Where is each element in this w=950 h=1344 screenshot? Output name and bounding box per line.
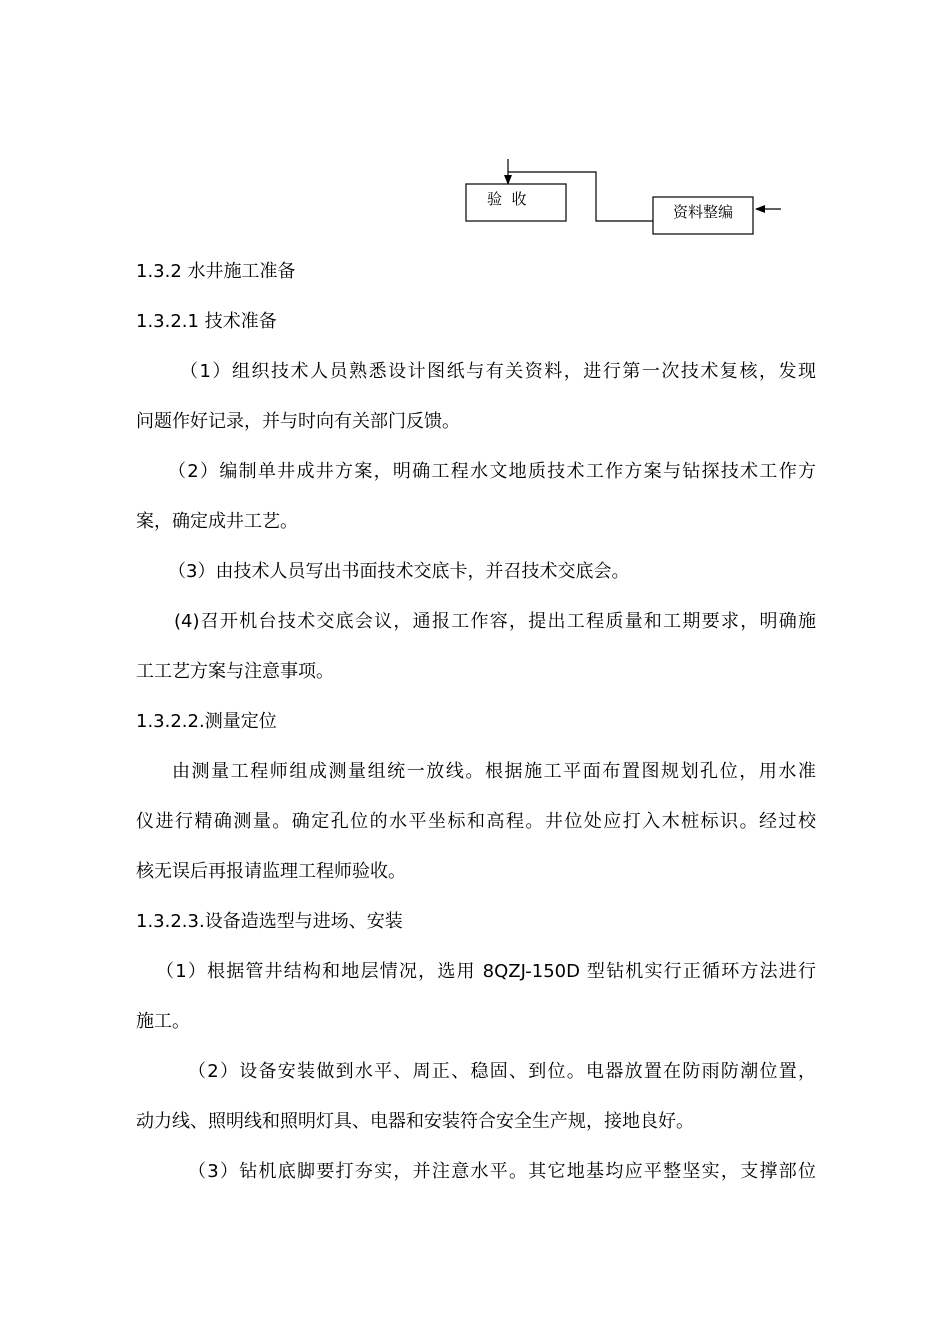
para-8-line-1: （3）钻机底脚要打夯实，并注意水平。其它地基均应平整坚实，支撑部位 xyxy=(188,1161,816,1182)
heading-1-3-2-3: 1.3.2.3.设备造选型与进场、安装 xyxy=(136,911,403,932)
heading-1-3-2-2: 1.3.2.2.测量定位 xyxy=(136,711,277,732)
accept-box-label: 验 收 xyxy=(487,190,527,208)
para-4-line-2: 工工艺方案与注意事项。 xyxy=(136,661,334,682)
heading-1-3-2: 1.3.2 水井施工准备 xyxy=(136,261,296,282)
para-6-line-1: （1）根据管井结构和地层情况，选用 8QZJ-150D 型钻机实行正循环方法进行 xyxy=(156,961,816,982)
para-4-line-1: (4)召开机台技术交底会议，通报工作容，提出工程质量和工期要求，明确施 xyxy=(174,611,816,632)
para-5-line-3: 核无误后再报请监理工程师验收。 xyxy=(136,861,406,882)
para-6-line-2: 施工。 xyxy=(136,1011,190,1032)
para-3-line-1: （3）由技术人员写出书面技术交底卡，并召技术交底会。 xyxy=(168,561,630,582)
para-7-line-2: 动力线、照明线和照明灯具、电器和安装符合安全生产规，接地良好。 xyxy=(136,1111,694,1132)
para-7-line-1: （2）设备安装做到水平、周正、稳固、到位。电器放置在防雨防潮位置， xyxy=(188,1061,816,1082)
heading-1-3-2-1: 1.3.2.1 技术准备 xyxy=(136,311,277,332)
para-1-line-2: 问题作好记录，并与时向有关部门反馈。 xyxy=(136,411,460,432)
flowchart-fragment xyxy=(0,0,950,250)
docs-box-label: 资料整编 xyxy=(673,203,734,221)
para-2-line-1: （2）编制单井成井方案，明确工程水文地质技术工作方案与钻探技术工作方 xyxy=(168,461,816,482)
para-1-line-1: （1）组织技术人员熟悉设计图纸与有关资料，进行第一次技术复核，发现 xyxy=(180,361,816,382)
para-5-line-1: 由测量工程师组成测量组统一放线。根据施工平面布置图规划孔位，用水准 xyxy=(172,761,816,782)
para-2-line-2: 案，确定成井工艺。 xyxy=(136,511,298,532)
para-5-line-2: 仪进行精确测量。确定孔位的水平坐标和高程。井位处应打入木桩标识。经过校 xyxy=(136,811,816,832)
